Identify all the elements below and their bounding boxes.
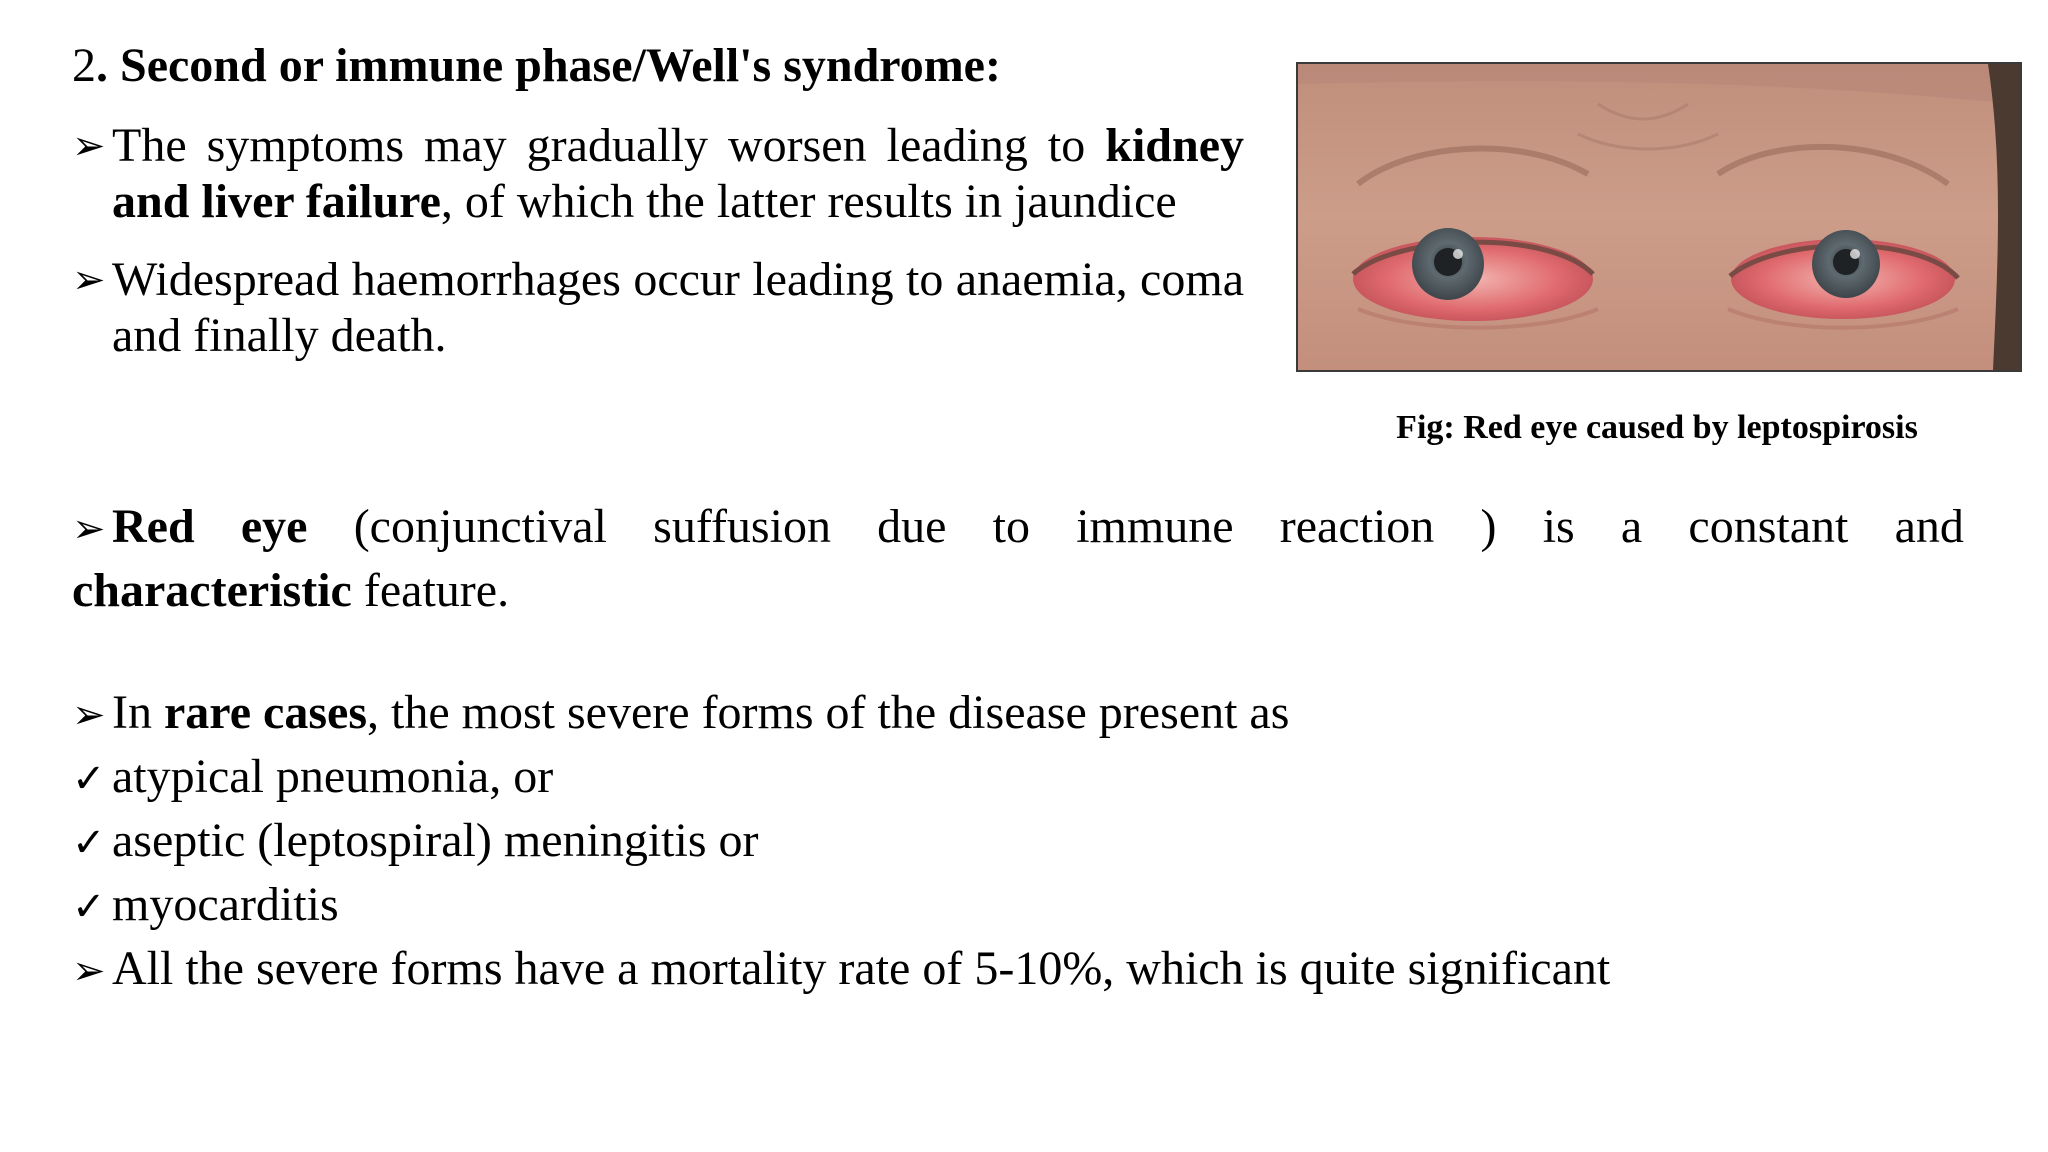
check-item-text: atypical pneumonia, or bbox=[112, 750, 554, 803]
heading-title: . Second or immune phase/Well's syndrome: bbox=[96, 39, 1001, 92]
bullet-text: , of which the latter results in jaundice bbox=[440, 175, 1177, 228]
bullet-text: Widespread haemorrhages occur leading to anaemia, coma and finally death. bbox=[112, 253, 1244, 362]
check-item-meningitis bbox=[72, 810, 1610, 874]
arrow-bullet-icon: ➢ bbox=[72, 948, 106, 994]
red-eye-illustration bbox=[1298, 64, 2020, 370]
red-eye-first-word bbox=[72, 496, 195, 560]
checkmark-icon: ✓ bbox=[72, 884, 106, 930]
check-item-myocarditis bbox=[72, 874, 1610, 938]
red-eye-line-2-rest: feature. bbox=[351, 564, 510, 617]
check-item-pneumonia bbox=[72, 746, 1610, 810]
red-eye-word: suffusion bbox=[653, 500, 831, 553]
red-eye-bold-word: Red bbox=[112, 500, 195, 553]
rare-cases-bold-text: rare cases bbox=[163, 686, 367, 739]
red-eye-paragraph bbox=[72, 496, 1964, 622]
red-eye-word: to bbox=[992, 500, 1030, 553]
red-eye-word: a bbox=[1620, 500, 1643, 553]
red-eye-word: ) bbox=[1480, 500, 1497, 553]
intro-post-text: , the most severe forms of the disease present as bbox=[367, 686, 1290, 739]
check-item-text: aseptic (leptospiral) meningitis or bbox=[112, 814, 759, 867]
arrow-bullet-icon: ➢ bbox=[72, 692, 106, 738]
red-eye-line-2 bbox=[72, 560, 1964, 622]
section-heading bbox=[72, 36, 1001, 96]
phase-symptom-list bbox=[72, 118, 1244, 386]
mortality-rate-text: All the severe forms have a mortality rate of 5-10%, which is quite significant bbox=[112, 942, 1611, 995]
red-eye-bold-word: eye bbox=[240, 500, 308, 553]
check-item-text: myocarditis bbox=[112, 878, 339, 931]
red-eye-word: reaction bbox=[1279, 500, 1435, 553]
figure-caption: Fig: Red eye caused by leptospirosis bbox=[1396, 409, 1918, 446]
rare-cases-intro bbox=[72, 682, 1610, 746]
red-eye-word: immune bbox=[1076, 500, 1234, 553]
red-eye-word: is bbox=[1542, 500, 1575, 553]
characteristic-bold-text: characteristic bbox=[72, 564, 352, 617]
red-eye-photo bbox=[1296, 62, 2022, 372]
red-eye-word: and bbox=[1894, 500, 1964, 553]
arrow-bullet-icon: ➢ bbox=[72, 123, 106, 169]
bullet-haemorrhages bbox=[72, 252, 1244, 364]
arrow-bullet-icon: ➢ bbox=[72, 257, 106, 303]
red-eye-word: (conjunctival bbox=[353, 500, 607, 553]
red-eye-word: due bbox=[877, 500, 947, 553]
arrow-bullet-icon: ➢ bbox=[72, 506, 106, 552]
checkmark-icon: ✓ bbox=[72, 756, 106, 802]
mortality-rate-item bbox=[72, 938, 1610, 1002]
bullet-bold-text: kidney and liver failure bbox=[112, 119, 1244, 228]
red-eye-word: constant bbox=[1688, 500, 1849, 553]
rare-cases-list bbox=[72, 682, 1610, 1002]
checkmark-icon: ✓ bbox=[72, 820, 106, 866]
red-eye-line-1 bbox=[72, 496, 1964, 560]
bullet-organ-failure bbox=[72, 118, 1244, 230]
heading-number: 2 bbox=[72, 39, 96, 92]
intro-pre-text: In bbox=[112, 686, 164, 739]
bullet-text: The symptoms may gradually worsen leading to bbox=[112, 119, 1106, 172]
